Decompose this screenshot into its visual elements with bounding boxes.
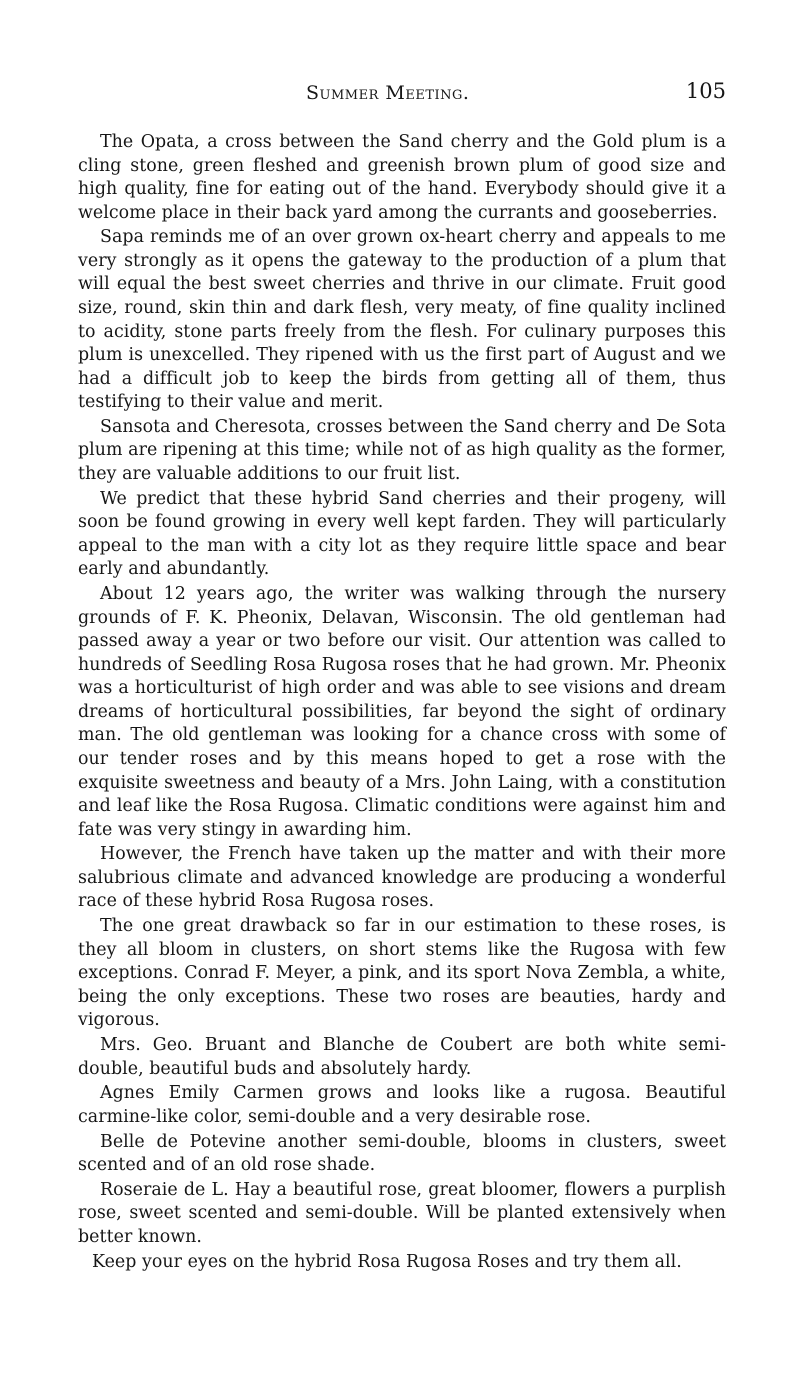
body-text [78, 131, 726, 1276]
paragraph-bruant-coubert: Mrs. Geo. Bruant and Blanche de Coubert are both white semi-double, beautiful buds and absolutely hardy. [78, 1035, 726, 1079]
page-header [78, 80, 726, 108]
paragraph-opata: The Opata, a cross between the Sand cherry and the Gold plum is a cling stone, green fleshed and greenish brown plum of good size and high quality, fine for eating out of the hand. Everybody should give it a welcome place in their back yard among the currants and gooseberries. [78, 132, 726, 223]
paragraph-sansota-cheresota: Sansota and Cheresota, crosses between the Sand cherry and De Sota plum are ripening at this time; while not of as high quality as the former, they are valuable additions to our fruit list. [78, 416, 726, 485]
paragraph-belle-de-potevine: Belle de Potevine another semi-double, blooms in clusters, sweet scented and of an old rose shade. [78, 1131, 726, 1176]
paragraph-sapa: Sapa reminds me of an over grown ox-heart cherry and appeals to me very strongly as it opens the gateway to the production of a plum that will equal the best sweet cherries and thrive in our climate. Fruit good size, round, skin thin and dark flesh, very meaty, of fine quality inclined to acidity, stone parts freely from the flesh. For culinary purposes this plum is unexcelled. They ripened with us the first part of August and we had a difficult job to keep the birds from getting all of them, thus testifying to their value and merit. [78, 227, 726, 413]
paragraph-closing: Keep your eyes on the hybrid Rosa Rugosa Roses and try them all. [92, 1251, 682, 1272]
running-head: Summer Meeting. [306, 82, 470, 104]
paragraph-pheonix-nursery: About 12 years ago, the writer was walking through the nursery grounds of F. K. Pheonix, Delavan, Wisconsin. The old gentleman had passed away a year or two before our visit. Our attention was called to hundreds of Seedling Rosa Rugosa roses that he had grown. Mr. Pheonix was a horticulturist of high order and was able to see visions and dream dreams of horticultural possibilities, far beyond the sight of ordinary man. The old gentleman was looking for a chance cross with some of our tender roses and by this means hoped to get a rose with the exquisite sweetness and beauty of a Mrs. John Laing, with a constitution and leaf like the Rosa Rugosa. Climatic conditions were against him and fate was very stingy in awarding him. [78, 584, 726, 840]
page-number: 105 [685, 79, 726, 103]
paragraph-agnes-emily-carmen: Agnes Emily Carmen grows and looks like a rugosa. Beautiful carmine-like color, semi-double and a very desirable rose. [78, 1083, 726, 1127]
paragraph-drawback: The one great drawback so far in our estimation to these roses, is they all bloom in clusters, on short stems like the Rugosa with few exceptions. Conrad F. Meyer, a pink, and its sport Nova Zembla, a white, being the only exceptions. These two roses are beauties, hardy and vigorous. [78, 916, 726, 1031]
paragraph-hybrid-sand-cherries: We predict that these hybrid Sand cherries and their progeny, will soon be found growing in every well kept farden. They will particularly appeal to the man with a city lot as they require little space and bear early and abundantly. [78, 488, 726, 580]
paragraph-french-roses: However, the French have taken up the matter and with their more salubrious climate and advanced knowledge are producing a wonderful race of these hybrid Rosa Rugosa roses. [78, 844, 726, 912]
paragraph-roseraie-de-l-hay: Roseraie de L. Hay a beautiful rose, great bloomer, flowers a purplish rose, sweet scented and semi-double. Will be planted extensively when better known. [78, 1179, 726, 1248]
